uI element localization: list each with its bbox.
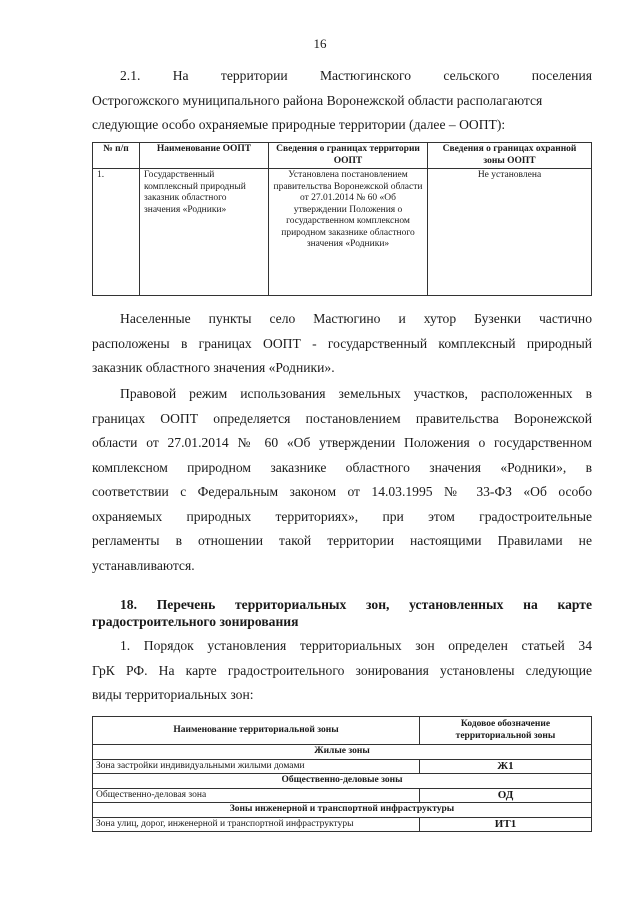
text-line: 1. Порядок установления территориальных зон определен статьей 34 [120, 638, 592, 653]
zone-code: ИТ1 [420, 817, 592, 832]
group-row [93, 745, 592, 760]
text-line: границах ООПТ определяется постановлением правительства Воронежской [92, 410, 592, 426]
text-line: заказник областного значения «Родники». [92, 360, 335, 375]
table-header-row [93, 143, 592, 169]
zone-name: Общественно-деловая зона [93, 788, 420, 803]
group-title-residential: Жилые зоны [93, 745, 592, 760]
cell-number: 1. [93, 169, 140, 296]
table-row [93, 817, 592, 832]
header-zone-name: Наименование территориальной зоны [93, 717, 420, 745]
text-line: 2.1. На территории Мастюгинского сельского поселения [120, 68, 592, 83]
paragraph-settlements [92, 307, 592, 381]
group-title-infrastructure: Зоны инженерной и транспортной инфраструктуры [93, 803, 592, 818]
paragraph-zone-order [92, 634, 592, 708]
text-line: регламенты в отношении такой территории настоящими Правилами не [92, 533, 592, 548]
text-line: расположены в границах ООПТ - государственный комплексный природный [92, 335, 592, 351]
paragraph-2-1 [92, 64, 592, 138]
table-row [93, 169, 592, 296]
header-number: № п/п [93, 143, 140, 169]
text-line: охраняемых природных территориях», при этом градостроительные [92, 508, 592, 524]
text-line: Правовой режим использования земельных участков, расположенных в [120, 386, 592, 401]
text-line: Острогожского муниципального района Воронежской области располагаются [92, 92, 543, 108]
text-line: следующие особо охраняемые природные территории (далее – ООПТ): [92, 117, 506, 132]
table-header-row [93, 717, 592, 745]
text-line: соответствии с Федеральным законом от 14.03.1995 № 33-ФЗ «Об особо [92, 484, 592, 499]
text-line: области от 27.01.2014 № 60 «Об утверждении Положения о государственном [92, 435, 592, 450]
table-row [93, 788, 592, 803]
cell-name: Государственный комплексный природный заказник областного значения «Родники» [140, 169, 269, 296]
header-territory-boundaries: Сведения о границах территории ООПТ [269, 143, 428, 169]
table-row [93, 759, 592, 774]
cell-boundaries: Установлена постановлением правительства Воронежской области от 27.01.2014 № 60 «Об утверждении Положения о государственном комплексном природном заказнике областного значения «Родники» [269, 169, 428, 296]
zone-name: Зона застройки индивидуальными жилыми домами [93, 759, 420, 774]
section-heading: 18. Перечень территориальных зон, установленных на карте градостроительного зонирования [92, 597, 592, 629]
text-line: Населенные пункты село Мастюгино и хутор Бузенки частично [120, 311, 592, 326]
zone-code: ОД [420, 788, 592, 803]
header-zone-code: Кодовое обозначение территориальной зоны [420, 717, 592, 745]
text-line: ГрК РФ. На карте градостроительного зонирования установлены следующие [92, 662, 592, 678]
header-buffer-zone-boundaries: Сведения о границах охранной зоны ООПТ [428, 143, 592, 169]
zone-code: Ж1 [420, 759, 592, 774]
header-name: Наименование ООПТ [140, 143, 269, 169]
zones-table [92, 716, 592, 832]
text-line: устанавливаются. [92, 557, 195, 573]
text-line: виды территориальных зон: [92, 687, 254, 702]
cell-buffer: Не установлена [428, 169, 592, 296]
oopt-table [92, 142, 592, 296]
group-title-public-business: Общественно-деловые зоны [93, 774, 592, 789]
zone-name: Зона улиц, дорог, инженерной и транспортной инфраструктуры [93, 817, 420, 832]
group-row [93, 774, 592, 789]
group-row [93, 803, 592, 818]
text-line: комплексном природном заказнике областного значения «Родники», в [92, 459, 592, 475]
page-number: 16 [313, 36, 327, 51]
paragraph-legal-regime [92, 382, 592, 578]
